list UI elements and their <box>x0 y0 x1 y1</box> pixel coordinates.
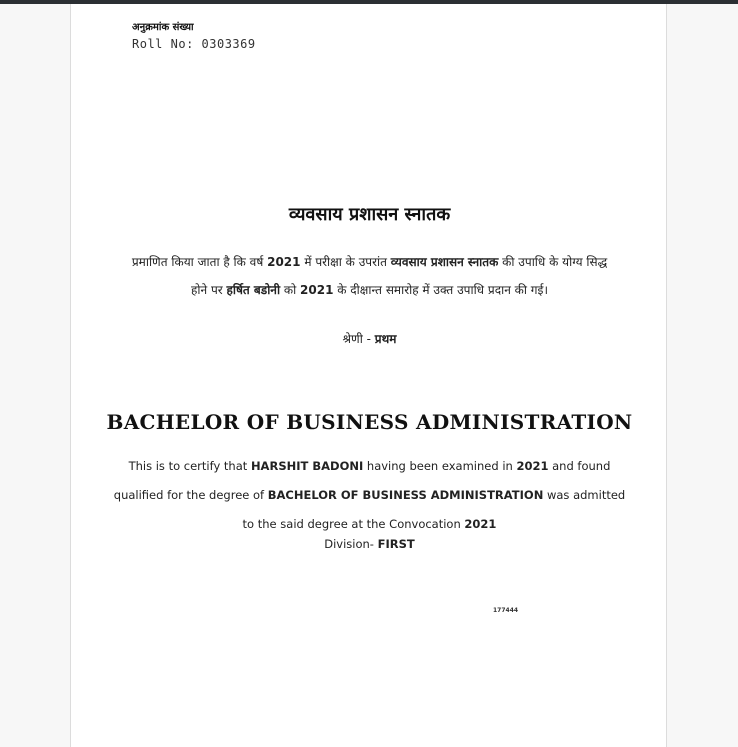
hindi-convocation-year: 2021 <box>300 283 334 297</box>
roll-number: Roll No: 0303369 <box>132 37 256 51</box>
hindi-text-part: के दीक्षान्त समारोह में उक्त उपाधि प्रदान की गई। <box>333 283 548 297</box>
english-certification-text <box>111 452 628 539</box>
english-text-part: This is to certify that <box>128 459 251 473</box>
hindi-division <box>71 330 668 347</box>
hindi-text-part: प्रमाणित किया जाता है कि वर्ष <box>131 255 268 269</box>
hindi-degree-title: व्यवसाय प्रशासन स्नातक <box>288 204 451 225</box>
english-degree-title: BACHELOR OF BUSINESS ADMINISTRATION <box>106 410 633 434</box>
certificate-page <box>70 4 667 747</box>
hindi-division-label: श्रेणी - <box>342 332 375 346</box>
english-division-value: FIRST <box>377 537 415 551</box>
english-degree-name: BACHELOR OF BUSINESS ADMINISTRATION <box>267 488 544 502</box>
hindi-text-part: को <box>280 283 301 297</box>
hindi-certification-text <box>126 248 613 304</box>
certificate-serial-number: 177444 <box>493 607 519 614</box>
hindi-candidate-name: हर्षित बडोनी <box>226 283 281 297</box>
english-exam-year: 2021 <box>516 459 549 473</box>
english-text-part: having been examined in <box>363 459 517 473</box>
english-division <box>71 537 668 551</box>
hindi-text-part: की उपाधि के योग्य सिद्ध होने पर <box>190 255 608 297</box>
hindi-division-value: प्रथम <box>374 332 397 346</box>
serial-label-hindi: अनुक्रमांक संख्या <box>132 22 194 33</box>
english-convocation-year: 2021 <box>464 517 497 531</box>
english-division-label: Division- <box>324 537 378 551</box>
hindi-text-part: में परीक्षा के उपरांत <box>300 255 391 269</box>
english-candidate-name: HARSHIT BADONI <box>250 459 364 473</box>
english-text-part: was admitted to the said degree at the Convocation <box>242 488 626 531</box>
english-text-part: and found qualified for the degree of <box>113 459 611 502</box>
hindi-exam-year: 2021 <box>267 255 301 269</box>
hindi-degree-name: व्यवसाय प्रशासन स्नातक <box>390 255 499 269</box>
